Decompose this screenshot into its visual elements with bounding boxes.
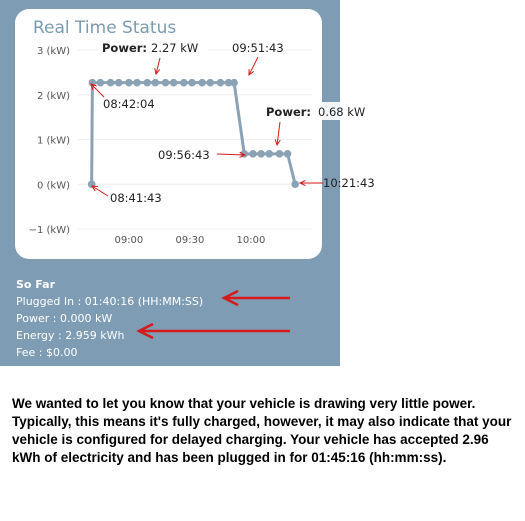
data-point	[265, 150, 273, 158]
stat-power: Power : 0.000 kW	[16, 312, 113, 325]
notification-message: We wanted to let you know that your vehicle is drawing very little power. Typically, this means it's fully charged, however, it may also indicate that your vehicle is configured for delayed charging. Your vehicle has accepted 2.96 kWh of electricity and has been plugged in for 01:45:16 (hh:mm:ss).	[12, 396, 512, 465]
power-low-label: Power:	[266, 105, 312, 119]
data-point	[133, 79, 141, 87]
y-tick-label: 3 (kW)	[36, 46, 70, 57]
x-tick-label: 09:30	[175, 235, 205, 246]
arrow-102143	[300, 180, 323, 185]
data-point	[143, 79, 151, 87]
widget-title: Real Time Status	[33, 18, 177, 38]
x-tick-label: 09:00	[114, 235, 144, 246]
data-point	[291, 180, 299, 188]
time-label-084143: 08:41:43	[110, 191, 162, 205]
data-point	[249, 150, 257, 158]
y-tick-label: −1 (kW)	[28, 225, 70, 236]
y-tick-label: 0 (kW)	[36, 180, 70, 192]
data-point	[107, 79, 115, 87]
data-point	[217, 79, 225, 87]
data-point	[162, 79, 170, 87]
x-tick-label: 10:00	[236, 235, 266, 246]
time-label-095643: 09:56:43	[158, 148, 210, 162]
time-label-102143: 10:21:43	[323, 176, 375, 190]
data-point	[125, 79, 133, 87]
stat-energy: Energy : 2.959 kWh	[16, 329, 125, 342]
data-point	[284, 150, 292, 158]
data-point	[206, 79, 214, 87]
data-point	[170, 79, 178, 87]
arrow-095143	[249, 57, 258, 75]
data-point	[97, 79, 105, 87]
stat-fee: Fee : $0.00	[16, 346, 78, 359]
data-point	[198, 79, 206, 87]
power-high-label: Power:	[102, 41, 148, 55]
arrow-084143	[92, 186, 108, 196]
time-label-095143: 09:51:43	[232, 41, 284, 55]
time-label-084204: 08:42:04	[103, 97, 155, 111]
data-point	[230, 79, 238, 87]
so-far-stats	[16, 276, 203, 361]
arrow-power-low	[275, 122, 280, 145]
arrow-power-high	[155, 58, 160, 74]
power-chart	[0, 0, 375, 260]
data-point	[152, 79, 160, 87]
data-point	[115, 79, 123, 87]
data-point	[257, 150, 265, 158]
data-point	[180, 79, 188, 87]
power-high-value: 2.27 kW	[151, 41, 199, 55]
data-point	[188, 79, 196, 87]
y-tick-label: 1 (kW)	[36, 135, 70, 147]
data-point	[276, 150, 284, 158]
arrow-095643	[217, 152, 245, 157]
power-low-value: 0.68 kW	[318, 105, 366, 119]
y-tick-label: 2 (kW)	[36, 90, 70, 102]
stats-heading: So Far	[16, 278, 56, 291]
stat-plugged-in: Plugged In : 01:40:16 (HH:MM:SS)	[16, 295, 204, 308]
